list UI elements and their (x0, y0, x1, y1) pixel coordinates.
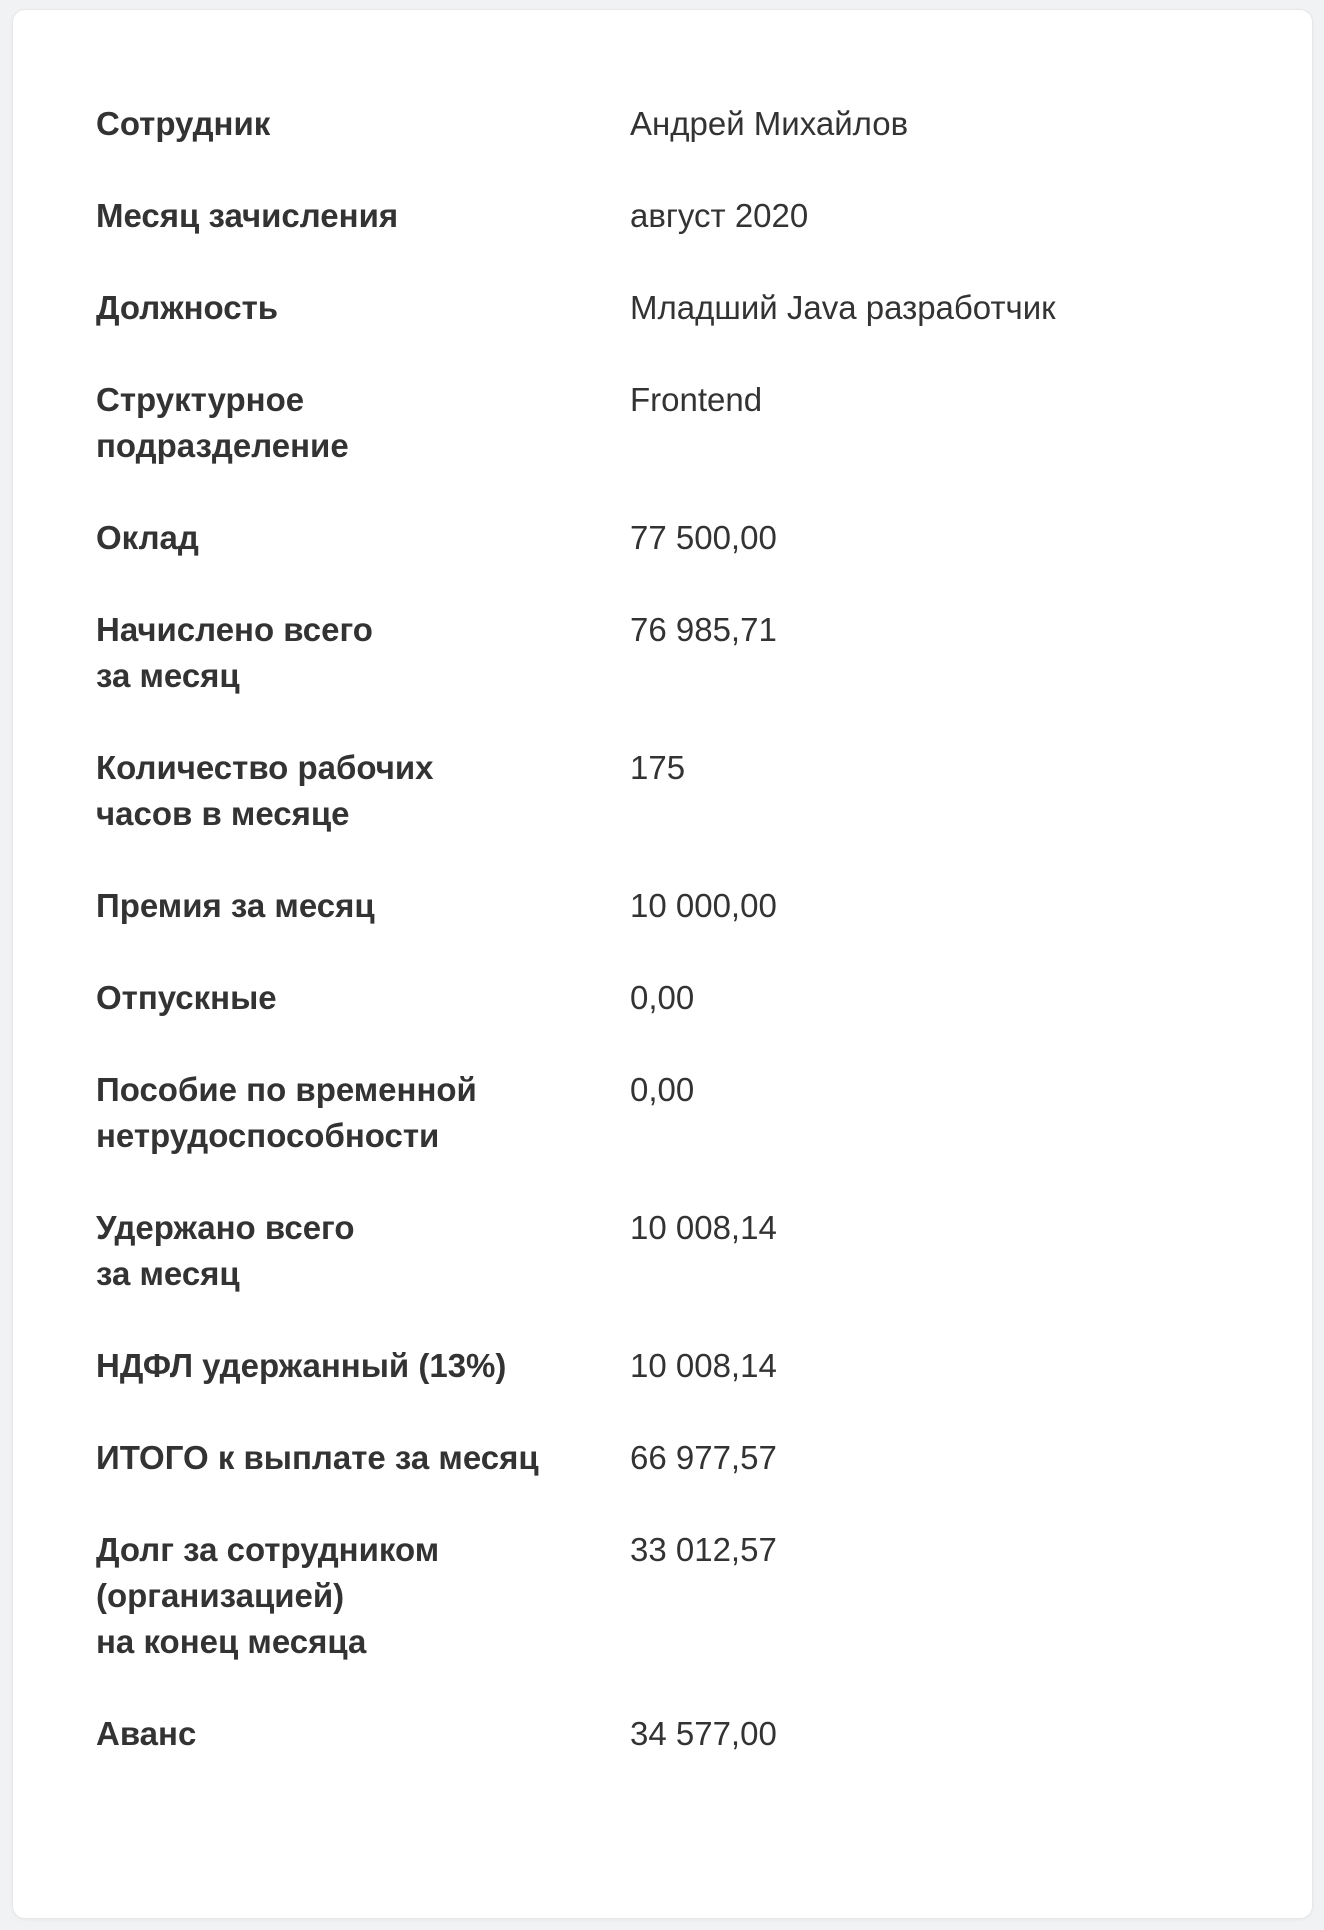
payslip-card (13, 10, 1312, 1918)
row-value: 175 (630, 749, 686, 786)
row-value: Андрей Михайлов (630, 105, 909, 142)
row-value: Младший Java разработчик (630, 289, 1056, 326)
row-value: Frontend (630, 381, 763, 418)
row-label: Удержано всего за месяц (96, 1209, 355, 1292)
payslip-details-list (96, 101, 1236, 1757)
row-vacation-pay (96, 975, 1236, 1021)
row-value: 76 985,71 (630, 611, 777, 648)
row-value: 10 008,14 (630, 1347, 777, 1384)
row-label: Отпускные (96, 979, 277, 1016)
row-position (96, 285, 1236, 331)
row-label: Аванс (96, 1715, 197, 1752)
row-label: Должность (96, 289, 279, 326)
row-total-payable (96, 1435, 1236, 1481)
row-value: 34 577,00 (630, 1715, 777, 1752)
row-value: 66 977,57 (630, 1439, 777, 1476)
row-value: 33 012,57 (630, 1531, 777, 1568)
row-label: ИТОГО к выплате за месяц (96, 1439, 539, 1476)
row-label: Оклад (96, 519, 199, 556)
row-value: август 2020 (630, 197, 809, 234)
row-debt-end-of-month (96, 1527, 1236, 1665)
row-department (96, 377, 1236, 469)
row-sick-leave-benefit (96, 1067, 1236, 1159)
row-label: НДФЛ удержанный (13%) (96, 1347, 507, 1384)
row-working-hours (96, 745, 1236, 837)
row-label: Месяц зачисления (96, 197, 399, 234)
row-income-tax (96, 1343, 1236, 1389)
row-advance (96, 1711, 1236, 1757)
row-label: Премия за месяц (96, 887, 375, 924)
row-value: 10 000,00 (630, 887, 777, 924)
row-bonus (96, 883, 1236, 929)
row-value: 10 008,14 (630, 1209, 777, 1246)
row-label: Сотрудник (96, 105, 271, 142)
row-total-accrued (96, 607, 1236, 699)
row-total-withheld (96, 1205, 1236, 1297)
row-value: 0,00 (630, 1071, 695, 1108)
row-label: Количество рабочих часов в месяце (96, 749, 434, 832)
row-label: Начислено всего за месяц (96, 611, 373, 694)
row-label: Структурное подразделение (96, 381, 349, 464)
row-employee (96, 101, 1236, 147)
row-value: 77 500,00 (630, 519, 777, 556)
row-label: Пособие по временной нетрудоспособности (96, 1071, 477, 1154)
row-value: 0,00 (630, 979, 695, 1016)
row-accrual-month (96, 193, 1236, 239)
row-salary (96, 515, 1236, 561)
row-label: Долг за сотрудником (организацией) на конец месяца (96, 1531, 440, 1660)
